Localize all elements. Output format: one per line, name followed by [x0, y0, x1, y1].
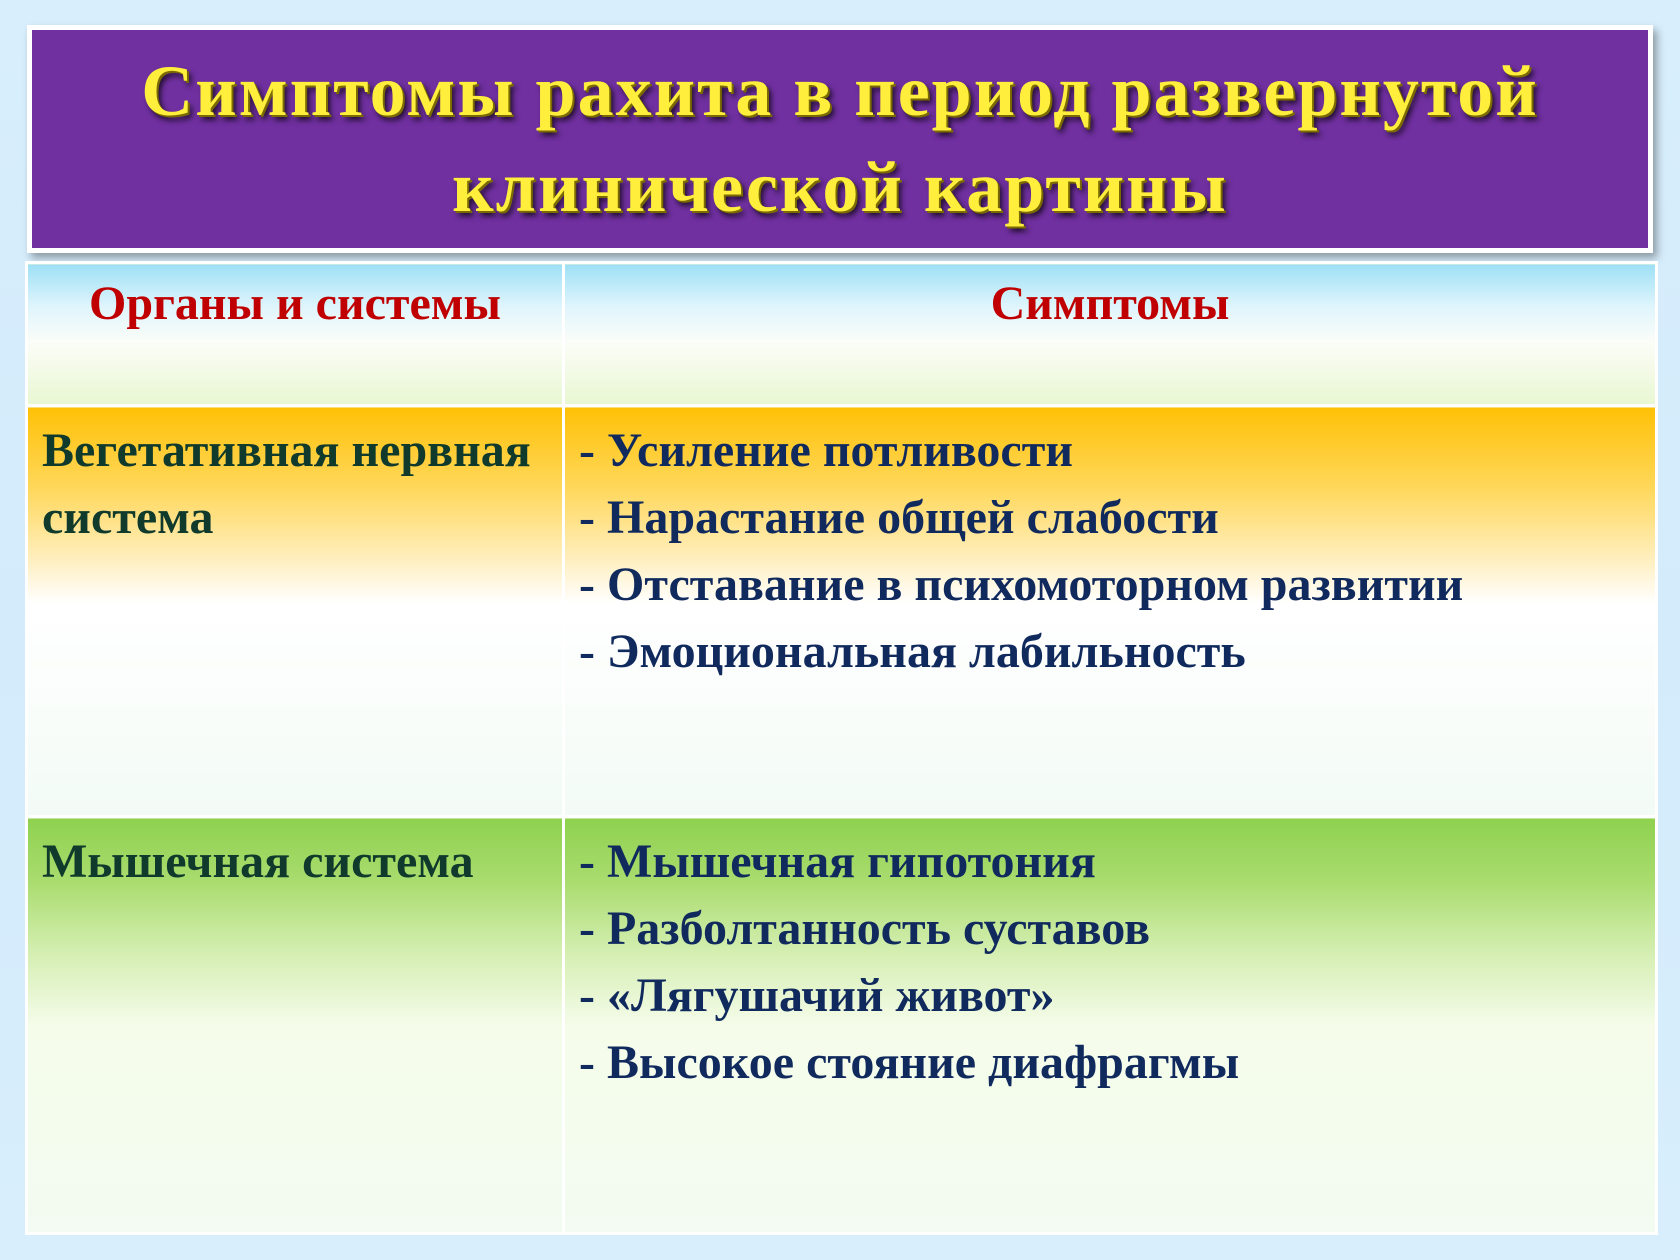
- symptoms-cell: [564, 817, 1657, 1234]
- symptom-item: - «Лягушачий живот»: [579, 969, 1055, 1022]
- symptom-list: [565, 407, 1655, 685]
- symptoms-cell: [564, 406, 1657, 817]
- symptom-item: - Высокое стояние диафрагмы: [579, 1036, 1240, 1089]
- symptom-item: - Отставание в психомоторном развитии: [579, 558, 1464, 611]
- system-name: Мышечная система: [42, 835, 474, 888]
- title-banner: [32, 30, 1648, 248]
- symptom-item: - Эмоциональная лабильность: [579, 625, 1246, 678]
- symptom-item: - Нарастание общей слабости: [579, 491, 1219, 544]
- symptom-item: - Усиление потливости: [579, 424, 1073, 477]
- system-name: Вегетативная нервная система: [42, 424, 531, 544]
- system-cell: [27, 817, 564, 1234]
- header-systems-label: Органы и системы: [89, 277, 501, 330]
- table-row: [27, 817, 1657, 1234]
- header-cell-systems: [27, 263, 564, 406]
- slide-title: Симптомы рахита в период развернутой клинической картины: [141, 51, 1539, 227]
- title-frame: [27, 25, 1653, 253]
- header-cell-symptoms: [564, 263, 1657, 406]
- system-cell: [27, 406, 564, 817]
- header-symptoms-label: Симптомы: [990, 277, 1230, 330]
- table-header-row: [27, 263, 1657, 406]
- symptom-list: [565, 818, 1655, 1096]
- symptom-item: - Разболтанность суставов: [579, 902, 1150, 955]
- table-row: [27, 406, 1657, 817]
- symptoms-table: [25, 261, 1658, 1235]
- symptom-item: - Мышечная гипотония: [579, 835, 1096, 888]
